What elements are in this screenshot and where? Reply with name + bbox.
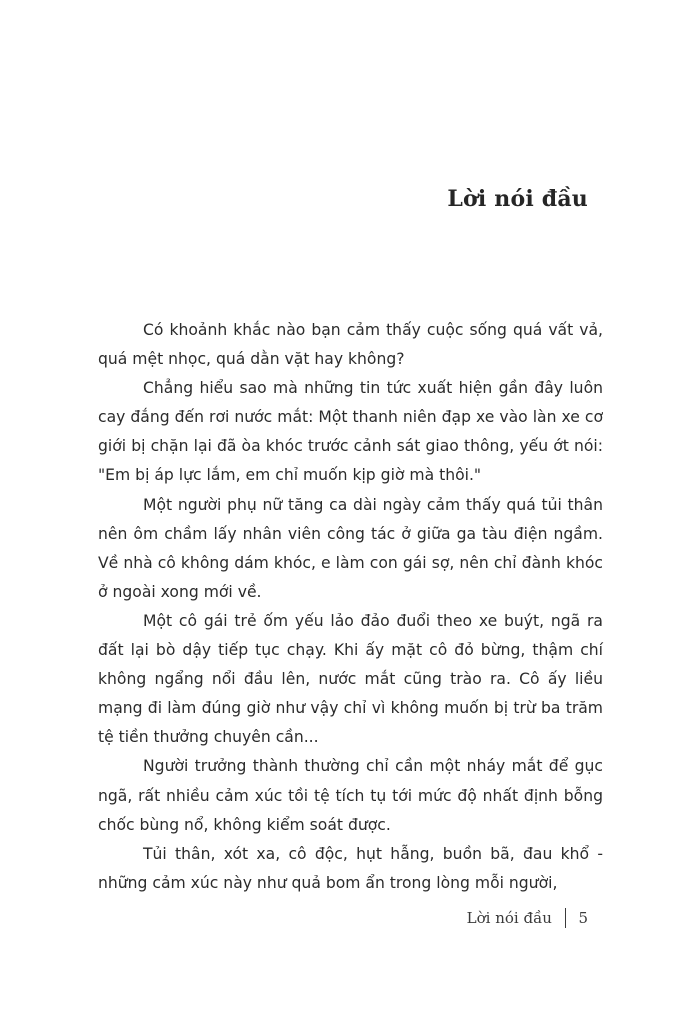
chapter-title: Lời nói đầu xyxy=(447,186,588,212)
running-title: Lời nói đầu xyxy=(466,909,552,927)
body-text xyxy=(98,316,603,898)
paragraph: Tủi thân, xót xa, cô độc, hụt hẫng, buồn bã, đau khổ - những cảm xúc này như quả bom ẩn trong lòng mỗi người, xyxy=(98,844,603,892)
paragraph: Chẳng hiểu sao mà những tin tức xuất hiện gần đây luôn cay đắng đến rơi nước mắt: Một thanh niên đạp xe vào làn xe cơ giới bị chặn lại đã òa khóc trước cảnh sát giao thông, yếu ớt nói: "Em bị áp lực lắm, em chỉ muốn kịp giờ mà thôi." xyxy=(98,379,603,485)
footer-divider xyxy=(565,908,567,928)
paragraph: Một cô gái trẻ ốm yếu lảo đảo đuổi theo xe buýt, ngã ra đất lại bò dậy tiếp tục chạy. Khi ấy mặt cô đỏ bừng, thậm chí không ngẩng nổi đầu lên, nước mắt cũng trào ra. Cô ấy liều mạng đi làm đúng giờ như vậy chỉ vì không muốn bị trừ ba trăm tệ tiền thưởng chuyên cần... xyxy=(98,611,603,747)
paragraph: Một người phụ nữ tăng ca dài ngày cảm thấy quá tủi thân nên ôm chầm lấy nhân viên công tác ở giữa ga tàu điện ngầm. Về nhà cô không dám khóc, e làm con gái sợ, nên chỉ đành khóc ở ngoài xong mới về. xyxy=(98,495,603,601)
paragraph: Có khoảnh khắc nào bạn cảm thấy cuộc sống quá vất vả, quá mệt nhọc, quá dằn vặt hay không? xyxy=(98,321,603,369)
page-number: 5 xyxy=(578,909,588,927)
page-footer xyxy=(467,908,588,928)
paragraph: Người trưởng thành thường chỉ cần một nháy mắt để gục ngã, rất nhiều cảm xúc tồi tệ tích tụ tới mức độ nhất định bỗng chốc bùng nổ, không kiểm soát được. xyxy=(98,757,603,834)
